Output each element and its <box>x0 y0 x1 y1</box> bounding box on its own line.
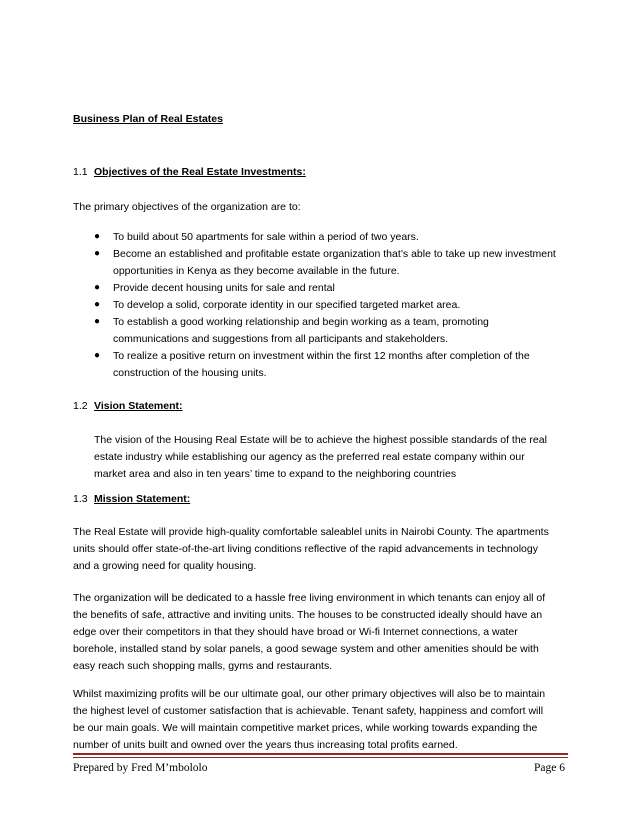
objective-3: Provide decent housing units for sale and rental <box>113 282 335 294</box>
mission-p3-line-3: be our main goals. We will maintain competitive market prices, while working towards expanding the <box>73 722 538 734</box>
objective-6-cont: construction of the housing units. <box>113 367 267 379</box>
mission-p2-line-1: The organization will be dedicated to a hassle free living environment in which tenants can enjoy all of <box>73 592 546 604</box>
mission-p1-line-1: The Real Estate will provide high-quality comfortable saleablel units in Nairobi County. The apartments <box>73 526 549 538</box>
section-1-3-number: 1.3 <box>73 493 88 505</box>
mission-p3-line-1: Whilst maximizing profits will be our ultimate goal, our other primary objectives will also be to maintain <box>73 688 546 700</box>
bullet-icon: ● <box>94 248 101 259</box>
objective-5: To establish a good working relationship and begin working as a team, promoting <box>113 316 489 328</box>
bullet-icon: ● <box>94 231 101 242</box>
mission-p2-line-4: borehole, installed stand by solar panels, a good sewage system and other amenities should be with <box>73 643 539 655</box>
section-1-2-heading: Vision Statement: <box>94 400 183 412</box>
bullet-icon: ● <box>94 350 101 361</box>
document-title: Business Plan of Real Estates <box>73 113 223 125</box>
objective-2: Become an established and profitable estate organization that’s able to take up new investment <box>113 248 556 260</box>
mission-p2-line-2: the benefits of safe, attractive and inviting units. The houses to be constructed ideally should have an <box>73 609 543 621</box>
section-1-1-number: 1.1 <box>73 166 88 178</box>
footer-rule-thin <box>73 757 568 758</box>
mission-p2-line-3: edge over their competitors in that they should have broad or Wi-fi Internet connections, a water <box>73 626 518 638</box>
objective-4: To develop a solid, corporate identity in our specified targeted market area. <box>113 299 461 311</box>
objective-6: To realize a positive return on investment within the first 12 months after completion of the <box>113 350 530 362</box>
objective-5-cont: communications and suggestions from all participants and stakeholders. <box>113 333 449 345</box>
footer-author: Prepared by Fred M’mbololo <box>73 762 208 774</box>
footer-rule-thick <box>73 753 568 755</box>
section-1-1-heading: Objectives of the Real Estate Investments: <box>94 166 306 178</box>
vision-line-1: The vision of the Housing Real Estate will be to achieve the highest possible standards of the real <box>94 434 547 446</box>
mission-p3-line-4: number of units built and owned over the years thus increasing total profits earned. <box>73 739 458 751</box>
bullet-icon: ● <box>94 282 101 293</box>
mission-p1-line-2: units should offer state-of-the-art living conditions reflective of the rapid advancements in technology <box>73 543 538 555</box>
mission-p2-line-5: easy reach such shopping malls, gyms and restaurants. <box>73 660 333 672</box>
footer-page-number: Page 6 <box>534 762 565 774</box>
objectives-intro: The primary objectives of the organization are to: <box>73 201 301 213</box>
vision-line-2: estate industry while establishing our agency as the preferred real estate company within our <box>94 451 525 463</box>
mission-p3-line-2: the highest level of customer satisfaction that is achievable. Tenant safety, happiness and comfort will <box>73 705 544 717</box>
objective-1: To build about 50 apartments for sale within a period of two years. <box>113 231 419 243</box>
bullet-icon: ● <box>94 299 101 310</box>
vision-line-3: market area and also in ten years’ time to expand to the neighboring countries <box>94 468 457 480</box>
objective-2-cont: opportunities in Kenya as they become available in the future. <box>113 265 400 277</box>
section-1-3-heading: Mission Statement: <box>94 493 191 505</box>
bullet-icon: ● <box>94 316 101 327</box>
mission-p1-line-3: and a growing need for quality housing. <box>73 560 257 572</box>
section-1-2-number: 1.2 <box>73 400 88 412</box>
